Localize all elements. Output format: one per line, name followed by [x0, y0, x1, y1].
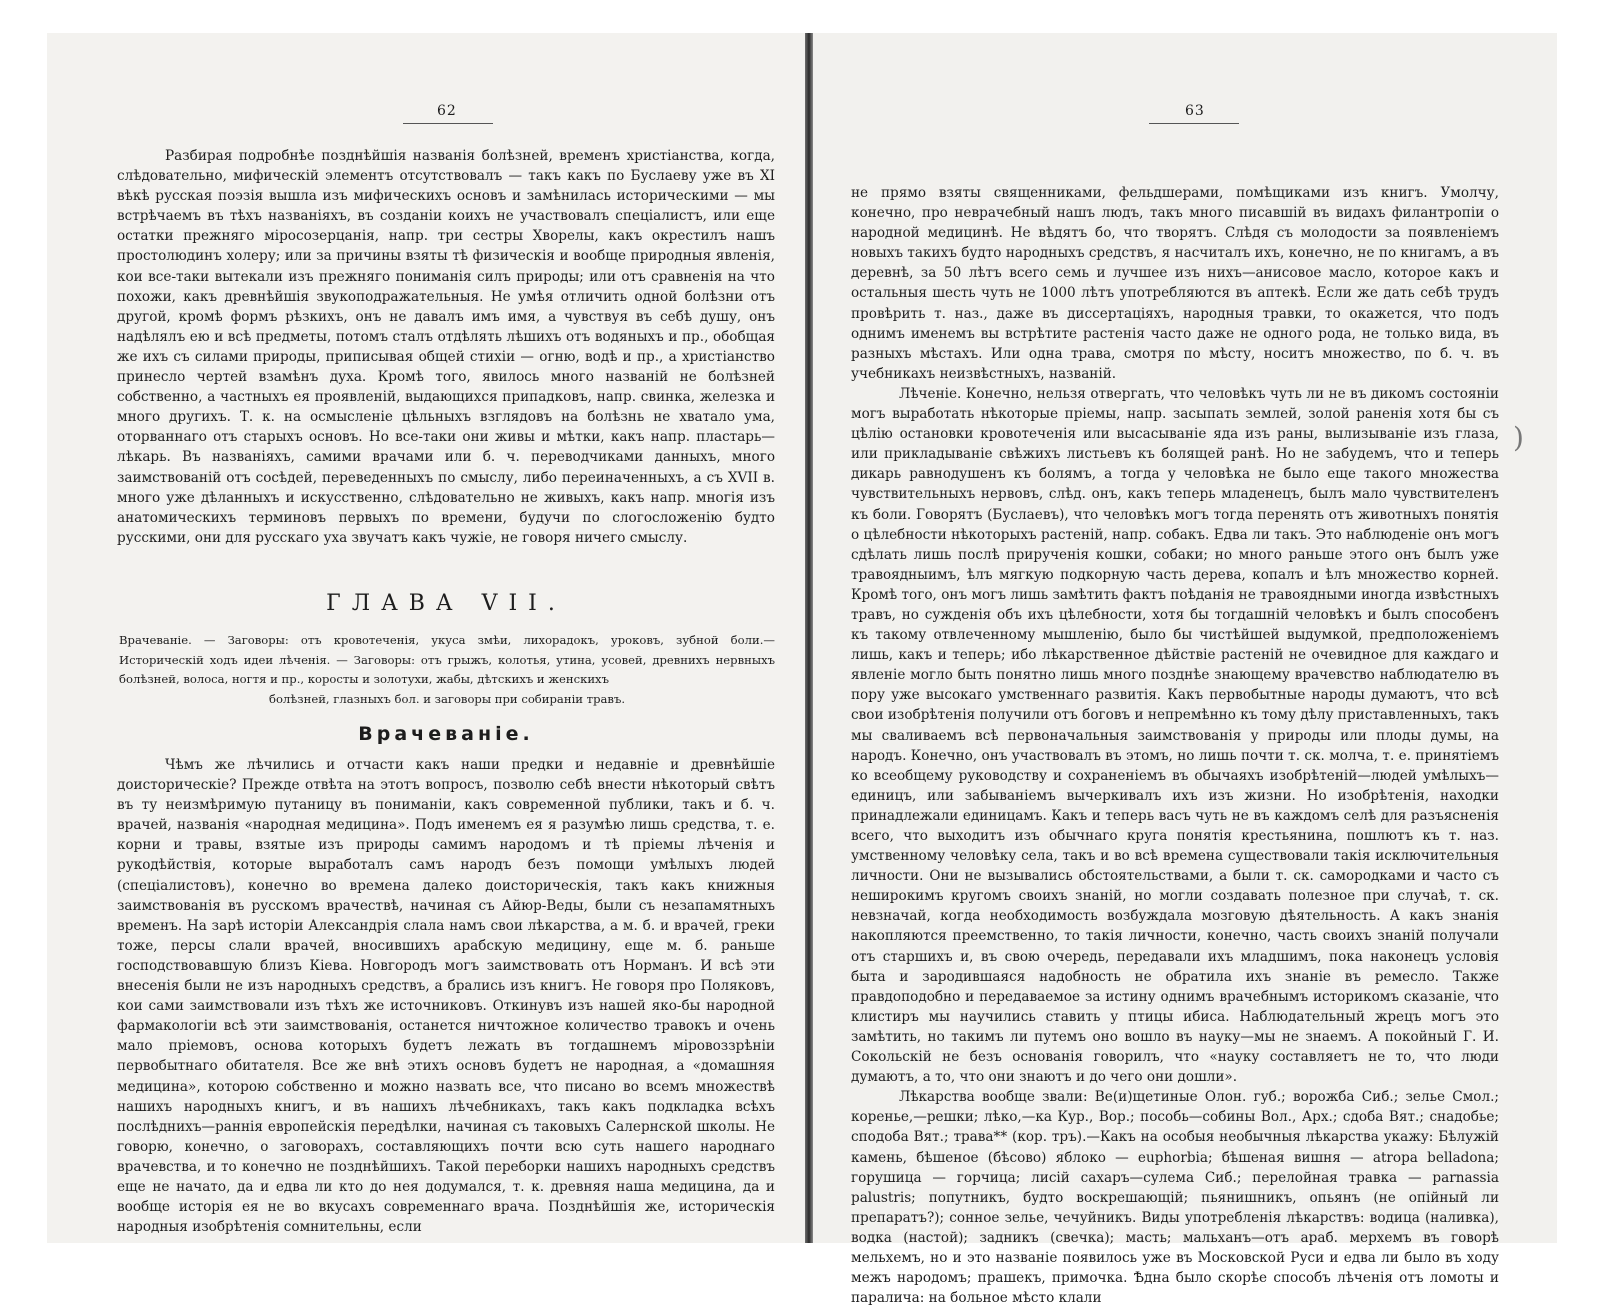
book-gutter [805, 33, 813, 1243]
page-number-rule-right [1149, 123, 1239, 124]
chapter-summary-last-line: болѣзней, глазныхъ бол. и заговоры при собираніи травъ. [268, 691, 626, 706]
left-section-text [117, 755, 775, 1237]
chapter-summary-text: Врачеваніе. — Заговоры: отъ кровотеченія, укуса змѣи, лихорадокъ, уроковъ, зубной боли.— Историческій ходъ идеи лѣченія. — Заговоры: отъ грыжъ, колотья, утина, усовей, древнихъ нервныхъ болѣзней, волоса, ногтя и пр., короcты и золотухи, жабы, дѣтскихъ и женскихъ [119, 633, 775, 687]
left-page [47, 33, 805, 1243]
section-paragraph: Чѣмъ же лѣчились и отчасти какъ наши предки и недавніе и древнѣйшіе доисторическіе? Прежде отвѣта на этотъ вопросъ, позволю себѣ внести нѣкоторый свѣтъ въ ту неизмѣримую путаницу въ пониманіи, какъ современной публики, такъ и б. ч. врачей, названія «народная медицина». Подъ именемъ ея я разумѣю лишь средства, т. е. корни и травы, взятые изъ природы самимъ народомъ и тѣ пріемы лѣченія и рукодѣйствія, которые выработалъ самъ народъ безъ помощи умѣлыхъ людей (спеціалистовъ), конечно во времена далеко доисторическія, такъ какъ книжныя заимствованія въ русскомъ врачествѣ, начиная съ Айюр-Веды, были съ незапамятныхъ временъ. На зарѣ исторіи Александрія слала намъ свои лѣкарства, а м. б. и врачей, греки тоже, персы слали врачей, вносившихъ арабскую медицину, еще м. б. раньше господствовавшую близъ Кіева. Новгородъ могъ заимствовать отъ Норманъ. И всѣ эти внесенія были не изъ народныхъ средствъ, а брались изъ книгъ. Не говоря про Поляковъ, кои сами заимствовали изъ тѣхъ же источниковъ. Откинувъ изъ нашей яко-бы народной фармакологіи всѣ эти заимствованія, останется ничтожное количество травокъ и очень мало пріемовъ, основа которыхъ будетъ лежать въ тогдашнемъ міровоззрѣніи первобытнаго обитателя. Все же внѣ этихъ основъ будетъ не народная, а «домашняя медицина», которою собственно и можно назвать все, что писано во всемъ множествѣ нашихъ народныхъ книгъ, и въ нашихъ лѣчебникахъ, такъ какъ подкладка всѣхъ послѣднихъ—раннія европейскія передѣлки, начиная съ таковыхъ Салернской школы. Не говорю, конечно, о заговорахъ, составляющихъ почти всю суть нашего народнаго врачевства, и то конечно не позднѣйшихъ. Такой переборки нашихъ народныхъ средствъ еще не начато, да и едва ли кто до нея додумался, т. к. древняя наша медицина, да и вообще исторія ея не во вкусахъ современнаго врача. Позднѣйшія же, историческія народныя изобрѣтенія сомнительны, если [117, 757, 775, 1236]
chapter-heading: ГЛАВА VII. [326, 591, 566, 616]
continued-paragraph: не прямо взяты священниками, фельдшерами, помѣщиками изъ книгъ. Умолчу, конечно, про невpачебный нашъ людъ, такъ много писавшій въ видахъ филантропіи о народной медицинѣ. Не вѣдятъ бо, что творятъ. Слѣдя съ молодости за появленіемъ новыхъ такихъ будто народныхъ средствъ, я насчиталъ ихъ, конечно, не по книгамъ, а въ деревнѣ, за 50 лѣтъ всего семь и лучшее изъ нихъ—анисовое масло, которое какъ и остальныя шесть чуть не 1000 лѣтъ употребляются въ аптекѣ. Если же дать себѣ трудъ провѣрить т. наз., даже въ диссертаціяхъ, народныя травки, то окажется, что подъ однимъ именемъ вы встрѣтите растенія часто даже не одного рода, не только вида, въ разныхъ мѣстахъ. Или одна трава, смотря по мѣсту, носитъ множество, по б. ч. въ учебникахъ неизвѣстныхъ, названій. [851, 185, 1499, 382]
margin-pencil-mark: ) [1513, 421, 1524, 454]
book-spread [47, 33, 1557, 1307]
chapter-summary [119, 631, 775, 709]
page-number-right: 63 [1185, 103, 1205, 119]
lekarstva-paragraph: Лѣкарства вообще звали: Ве(и)щетиные Олон. губ.; ворожба Сиб.; зелье Смол.; коренье,—решки; лѣко,—ка Кур., Вор.; пособь—собины Вол., Арх.; сдоба Вят.; снадобье; сподоба Вят.; трава** (кор. тръ).—Какъ на особыя необычныя лѣкарства укажу: Бѣлужій камень, бѣшеное (бѣсово) яблоко — euphorbia; бѣшеная вишня — atropa belladona; горушица — горчица; лисій сахаръ—сулема Сиб.; перелойная травка — parnassia palustris; попутникъ, будто воскрешающій; пьянишникъ, опьянъ (не опійный ли препаратъ?); сонное зелье, чечуйникъ. Виды употребленія лѣкарствъ: водица (наливка), водка (настой); задникъ (свечка); масть; мальханъ—отъ араб. мерхемъ въ говорѣ мельхемъ, но и это названіе появилось уже въ Московской Руси и едва ли было въ ходу межъ народомъ; прашекъ, примочка. Ѣдна было скорѣе способъ лѣченія отъ ломоты и паралича: на больное мѣсто клали [851, 1089, 1499, 1307]
left-intro-text [117, 146, 775, 548]
intro-paragraph: Разбирая подробнѣе позднѣйшія названія болѣзней, временъ христіанства, когда, слѣдовательно, мифическій элементъ отсутствовалъ — такъ какъ по Буслаеву уже въ XI вѣкѣ русская поэзія вышла изъ мифическихъ основъ и замѣнилась историческими — мы встрѣчаемъ въ тѣхъ названіяхъ, въ созданіи коихъ не участвовалъ спеціалистъ, или еще остатки прежняго міросозерцанія, напр. три сестры Хворелы, какъ окрестилъ нашъ простолюдинъ холеру; или за причины взяты тѣ физическія и вообще природныя явленія, кои все-таки вытекали изъ прежняго пониманія силъ природы; или отъ сравненія на что похожи, какъ древнѣйшія звукоподражательныя. Не умѣя отличить одной болѣзни отъ другой, кромѣ формъ рѣзкихъ, онъ не давалъ имъ имя, а чувствуя въ себѣ душу, онъ надѣлялъ ею и всѣ предметы, потомъ сталъ отдѣлять лѣшихъ отъ водяныхъ и пр., обобщая же ихъ съ силами природы, приписывая общей стихіи — огню, водѣ и пр., а христіанство принесло чертей взамѣнъ духа. Кромѣ того, явилось много названій не болѣзней собственно, а частныхъ ея проявленій, выдающихся припадковъ, напр. свинка, железка и много другихъ. Т. к. на осмысленіе цѣльныхъ взглядовъ на болѣзнь не хватало ума, оторваннаго отъ старыхъ основъ. Но все-таки они живы и мѣтки, какъ напр. пластарь—лѣкарь. Въ названіяхъ, самими врачами или б. ч. переводчиками данныхъ, много заимствованій отъ сосѣдей, переведенныхъ по смыслу, либо переиначенныхъ, а съ XVII в. много уже дѣланныхъ и искусственно, слѣдовательно не живыхъ, какъ напр. многія изъ анатомическихъ терминовъ первыхъ по времени, будучи по слогосложенію будто русскими, они для русскаго уха звучатъ какъ чужіе, не говоря ничего смыслу. [117, 148, 775, 546]
page-number-rule-left [403, 123, 493, 124]
right-text [851, 183, 1499, 1308]
page-number-left: 62 [437, 103, 457, 119]
section-heading: Врачеваніе. [358, 723, 534, 745]
right-page [813, 33, 1557, 1307]
lechenie-paragraph: Лѣченіе. Конечно, нельзя отвергать, что человѣкъ чуть ли не въ дикомъ состояніи могъ выработать нѣкоторые пріемы, напр. засыпать землей, золой раненія хотя бы съ цѣлію остановки кровотеченія или высасываніе яда изъ раны, вылизываніе изъ глаза, или прикладываніе свѣжихъ листьевъ къ болящей ранѣ. Но не забудемъ, что и теперь дикарь равнодушенъ къ болямъ, а тогда у человѣка не было еще такого множества чувствительныхъ нервовъ, слѣд. онъ, какъ теперь младенецъ, былъ мало чувствителенъ къ боли. Говорятъ (Буслаевъ), что человѣкъ могъ тогда перенять отъ животныхъ понятія о цѣлебности нѣкоторыхъ растеній, напр. собакъ. Едва ли такъ. Это наблюденіе онъ могъ сдѣлать лишь послѣ прирученія кошки, собаки; но много раньше этого онъ былъ уже травоядныимъ, ѣлъ мягкую подкорную часть дерева, копалъ и ѣлъ множество корней. Кромѣ того, онъ могъ лишь замѣтить фактъ поѣданія не травоядными иногда извѣстныхъ травъ, но сужденія объ ихъ цѣлебности, хотя бы тогдашній человѣкъ и былъ способенъ къ такому отвлеченному мышленію, было бы чистѣйшей выдумкой, предположеніемъ лишь, какъ и теперь; ибо лѣкарственное дѣйствіе растеній не очевидное для каждаго и явленіе могло быть понятно лишь много позднѣе знающему врачевство наблюдателю въ пору уже высокаго умственнаго развитія. Какъ первобытные народы думаютъ, что всѣ свои изобрѣтенія получили отъ боговъ и непремѣнно къ тому дѣлу приставленныхъ, такъ мы свaливаемъ всѣ первоначальныя заимствованія у природы или плоды думы, на народъ. Конечно, онъ участвовалъ въ этомъ, но лишь почти т. ск. молча, т. е. принятіемъ ко всеобщему руководству и сохраненіемъ въ обычаяхъ изобрѣтеній—людей умѣлыхъ—единицъ, или забываніемъ вычеркивалъ ихъ изъ жизни. Но изобрѣтенія, находки принадлежали единицамъ. Какъ и теперь васъ чуть не въ каждомъ селѣ для разъясненія всего, что выходитъ изъ обычнаго круга понятія крестьянина, пошлютъ къ т. наз. умственному человѣку села, такъ и во всѣ времена существовали такія исключительныя личности. Они не вызывались обстоятельствами, а были т. ск. самородками и часто съ неширокимъ кругомъ своихъ знаній, но могли создавать полезное при случаѣ, т. ск. невзначай, когда необходимость возбуждала мозговую дѣятельность. А какъ знанія накопляются преемственно, то такія личности, конечно, часть своихъ знаній получали отъ старшихъ и, въ свою очередь, передавали ихъ младшимъ, пока наконецъ условія быта и зародившаяся надобность не обратила ихъ знаніе въ ремесло. Также правдоподобно и передаваемое за истину однимъ врачебнымъ историкомъ сказаніе, что клистиръ мы научились ставить у птицы ибиса. Наблюдательный жрецъ могъ это замѣтить, но такимъ ли путемъ оно вошло въ науку—мы не знаемъ. А покойный Г. И. Сокольскій не безъ основанія говорилъ, что «науку составляетъ не то, что люди думаютъ, а то, что они знаютъ и до чего они дошли». [851, 385, 1499, 1086]
